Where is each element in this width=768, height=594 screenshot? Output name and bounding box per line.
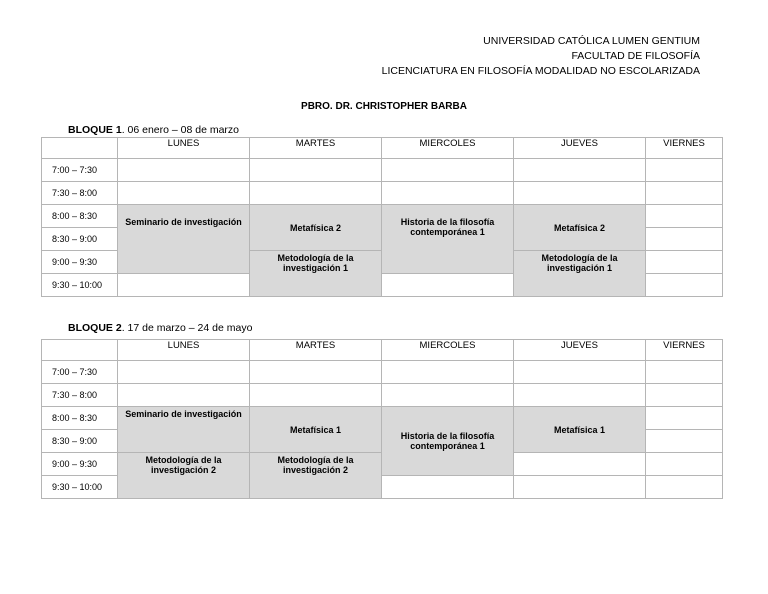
empty-cell [646, 251, 723, 274]
empty-cell [514, 476, 646, 499]
day-header-miercoles: MIERCOLES [382, 138, 514, 159]
empty-cell [382, 476, 514, 499]
empty-cell [382, 384, 514, 407]
empty-cell [514, 182, 646, 205]
time-slot: 7:30 – 8:00 [42, 182, 118, 205]
class-cell-metodologia: Metodología de la investigación 2 [118, 453, 250, 499]
time-slot: 7:00 – 7:30 [42, 361, 118, 384]
class-cell-seminario: Seminario de investigación [118, 205, 250, 274]
day-header-viernes: VIERNES [646, 138, 723, 159]
empty-cell [514, 453, 646, 476]
empty-cell [382, 159, 514, 182]
class-cell-historia: Historia de la filosofía contemporánea 1 [382, 407, 514, 476]
time-slot: 8:30 – 9:00 [42, 430, 118, 453]
empty-cell [118, 159, 250, 182]
day-header-lunes: LUNES [118, 340, 250, 361]
empty-cell [118, 182, 250, 205]
empty-cell [250, 159, 382, 182]
table-header-row [42, 138, 723, 159]
day-header-martes: MARTES [250, 340, 382, 361]
class-cell-metafisica: Metafísica 2 [514, 205, 646, 251]
time-slot: 8:30 – 9:00 [42, 228, 118, 251]
document-header [382, 34, 700, 79]
class-cell-metodologia: Metodología de la investigación 1 [514, 251, 646, 297]
class-cell-seminario: Seminario de investigación [118, 407, 250, 453]
university-name: UNIVERSIDAD CATÓLICA LUMEN GENTIUM [483, 35, 700, 47]
day-header-miercoles: MIERCOLES [382, 340, 514, 361]
empty-cell [514, 361, 646, 384]
day-header-viernes: VIERNES [646, 340, 723, 361]
class-cell-metodologia: Metodología de la investigación 1 [250, 251, 382, 297]
time-slot: 9:30 – 10:00 [42, 274, 118, 297]
empty-cell [646, 228, 723, 251]
class-cell-metafisica: Metafísica 1 [250, 407, 382, 453]
block2-dates: . 17 de marzo – 24 de mayo [121, 322, 253, 334]
empty-cell [250, 361, 382, 384]
empty-cell [118, 384, 250, 407]
block1-dates: . 06 enero – 08 de marzo [121, 124, 240, 136]
time-slot: 7:00 – 7:30 [42, 159, 118, 182]
empty-cell [250, 384, 382, 407]
time-slot: 7:30 – 8:00 [42, 384, 118, 407]
corner-cell [42, 138, 118, 159]
day-header-lunes: LUNES [118, 138, 250, 159]
time-slot: 9:30 – 10:00 [42, 476, 118, 499]
time-slot: 9:00 – 9:30 [42, 453, 118, 476]
day-header-jueves: JUEVES [514, 340, 646, 361]
corner-cell [42, 340, 118, 361]
table-row [42, 384, 723, 407]
empty-cell [646, 159, 723, 182]
program-name: LICENCIATURA EN FILOSOFÍA MODALIDAD NO ESCOLARIZADA [381, 65, 700, 77]
class-cell-metodologia: Metodología de la investigación 2 [250, 453, 382, 499]
table-row [42, 182, 723, 205]
class-cell-metafisica: Metafísica 2 [250, 205, 382, 251]
block1-schedule-table [41, 137, 723, 297]
empty-cell [514, 384, 646, 407]
block1-label: BLOQUE 1 [68, 124, 122, 136]
faculty-name: FACULTAD DE FILOSOFÍA [571, 50, 700, 62]
empty-cell [646, 182, 723, 205]
block2-title [68, 322, 252, 334]
day-header-jueves: JUEVES [514, 138, 646, 159]
time-slot: 8:00 – 8:30 [42, 407, 118, 430]
time-slot: 8:00 – 8:30 [42, 205, 118, 228]
empty-cell [514, 159, 646, 182]
empty-cell [250, 182, 382, 205]
table-row [42, 407, 723, 430]
empty-cell [646, 361, 723, 384]
empty-cell [382, 182, 514, 205]
class-cell-historia: Historia de la filosofía contemporánea 1 [382, 205, 514, 274]
block2-label: BLOQUE 2 [68, 322, 122, 334]
day-header-martes: MARTES [250, 138, 382, 159]
empty-cell [646, 384, 723, 407]
block2-schedule-table [41, 339, 723, 499]
empty-cell [646, 476, 723, 499]
empty-cell [382, 274, 514, 297]
empty-cell [646, 407, 723, 430]
table-row [42, 361, 723, 384]
empty-cell [118, 274, 250, 297]
empty-cell [646, 274, 723, 297]
empty-cell [382, 361, 514, 384]
instructor-name: PBRO. DR. CHRISTOPHER BARBA [301, 101, 467, 112]
time-slot: 9:00 – 9:30 [42, 251, 118, 274]
empty-cell [646, 453, 723, 476]
empty-cell [646, 430, 723, 453]
empty-cell [118, 361, 250, 384]
table-header-row [42, 340, 723, 361]
table-row [42, 205, 723, 228]
table-row [42, 159, 723, 182]
empty-cell [646, 205, 723, 228]
block1-title [68, 124, 239, 136]
class-cell-metafisica: Metafísica 1 [514, 407, 646, 453]
